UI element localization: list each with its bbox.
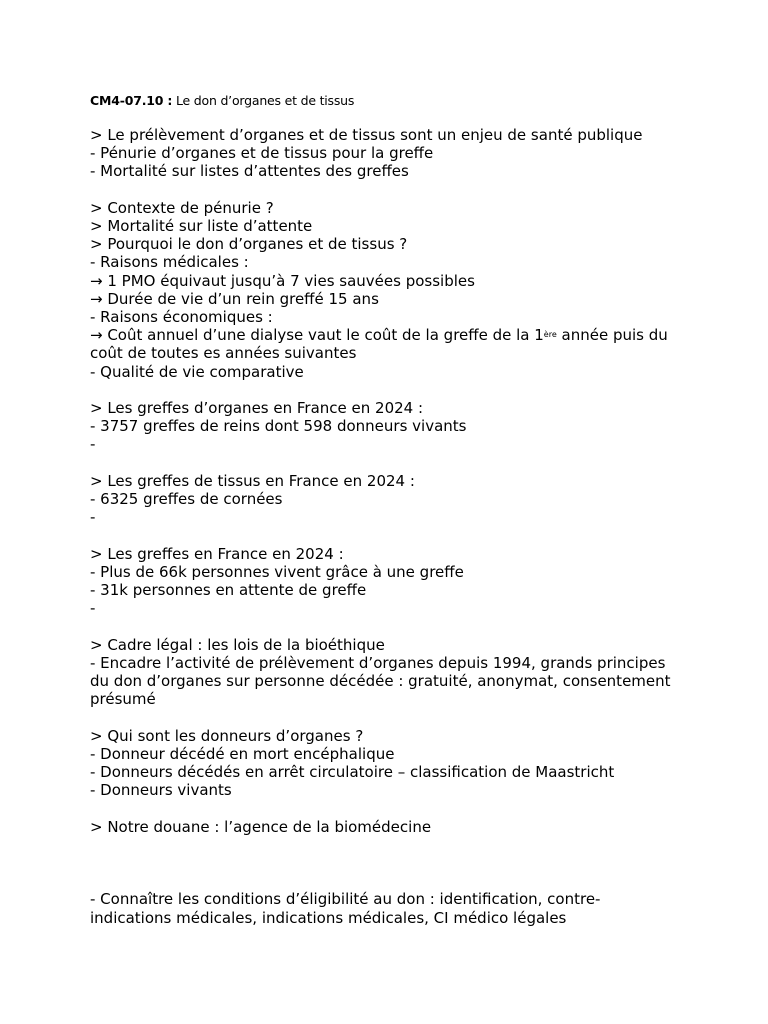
text-line: présumé — [90, 690, 156, 709]
text-line: - 31k personnes en attente de greffe — [90, 581, 367, 600]
document-title: Le don d’organes et de tissus — [172, 93, 355, 108]
text-line: > Mortalité sur liste d’attente — [90, 217, 313, 235]
text-line-part: année puis du — [556, 326, 668, 345]
blank-line — [90, 526, 690, 544]
blank-line — [90, 381, 690, 399]
blank-line — [90, 454, 690, 472]
blank-line — [90, 836, 690, 854]
text-line-part: → Coût annuel d’une dialyse vaut le coût de la greffe de la 1 — [90, 326, 544, 345]
text-line — [90, 326, 690, 344]
document-body — [90, 126, 690, 927]
text-line: - 6325 greffes de cornées — [90, 490, 283, 509]
document-page — [90, 92, 690, 927]
blank-line — [90, 617, 690, 635]
text-line: - Pénurie d’organes et de tissus pour la greffe — [90, 144, 434, 163]
text-line: - Raisons économiques : — [90, 308, 273, 327]
text-line: - Mortalité sur listes d’attentes des greffes — [90, 162, 409, 181]
text-line: → Durée de vie d’un rein greffé 15 ans — [90, 289, 379, 308]
text-line: du don d’organes sur personne décédée : gratuité, anonymat, consentement — [90, 672, 671, 691]
text-line: → 1 PMO équivaut jusqu’à 7 vies sauvées possibles — [90, 271, 475, 290]
blank-line — [90, 799, 690, 817]
text-line: - 3757 greffes de reins dont 598 donneurs vivants — [90, 417, 467, 436]
superscript: ère — [543, 330, 557, 340]
text-line: > Contexte de pénurie ? — [90, 198, 274, 217]
text-line: coût de toutes es années suivantes — [90, 344, 357, 363]
course-code: CM4-07.10 : — [90, 93, 173, 108]
text-line: > Notre douane : l’agence de la biomédecine — [90, 817, 432, 836]
text-line: > Pourquoi le don d’organes et de tissus ? — [90, 235, 408, 254]
text-line: - Connaître les conditions d’éligibilité au don : identification, contre- — [90, 890, 601, 909]
text-line: > Qui sont les donneurs d’organes ? — [90, 726, 364, 745]
text-line: > Cadre légal : les lois de la bioéthique — [90, 635, 385, 654]
text-line: - Raisons médicales : — [90, 253, 249, 272]
text-line: - — [90, 508, 96, 527]
text-line: - Plus de 66k personnes vivent grâce à une greffe — [90, 562, 464, 581]
text-line: - Donneurs vivants — [90, 781, 232, 800]
text-line: - Donneurs décédés en arrêt circulatoire – classification de Maastricht — [90, 763, 615, 782]
text-line: - Donneur décédé en mort encéphalique — [90, 744, 395, 763]
blank-line — [90, 708, 690, 726]
text-line: > Le prélèvement d’organes et de tissus sont un enjeu de santé publique — [90, 126, 643, 144]
document-header — [90, 92, 690, 110]
text-line: indications médicales, indications médicales, CI médico légales — [90, 908, 567, 927]
text-line: - — [90, 599, 96, 618]
text-line: - — [90, 435, 96, 454]
text-line: - Qualité de vie comparative — [90, 362, 304, 381]
text-line: > Les greffes d’organes en France en 2024 : — [90, 399, 424, 418]
text-line: - Encadre l’activité de prélèvement d’organes depuis 1994, grands principes — [90, 653, 666, 672]
blank-line — [90, 181, 690, 199]
blank-line — [90, 854, 690, 872]
text-line: > Les greffes de tissus en France en 2024 : — [90, 471, 415, 490]
blank-line — [90, 872, 690, 890]
text-line: > Les greffes en France en 2024 : — [90, 544, 344, 563]
